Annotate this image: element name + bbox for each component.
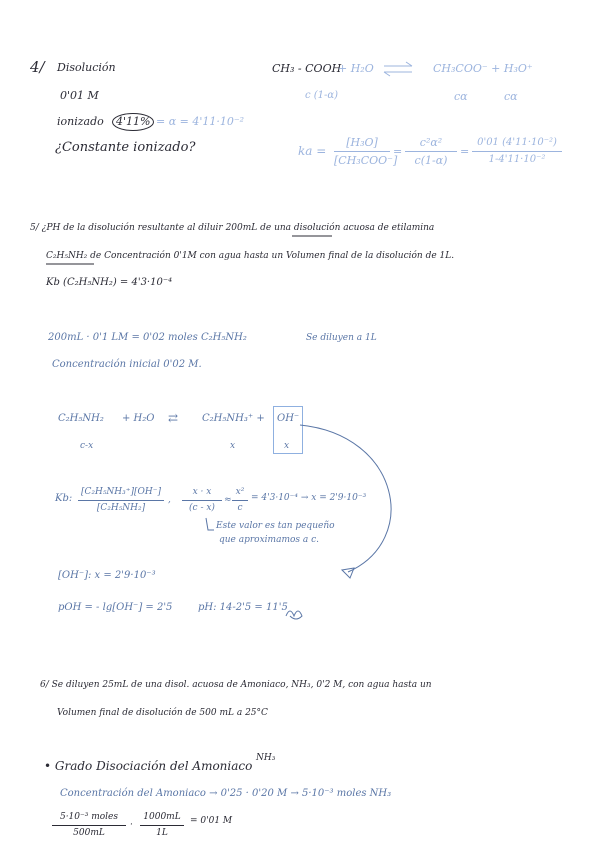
ph-calculation: pH: 14-2'5 = 11'5 [198, 602, 288, 613]
kb-expression-label: Kb: [55, 493, 73, 504]
grado-disociacion-superscript: NH₃ [256, 753, 276, 763]
approx-denominator: c [237, 502, 243, 513]
equilibrium-reactant: C₂H₅NH₂ [58, 413, 104, 424]
kb-numerator: [C₂H₅NH₃⁺][OH⁻] [80, 487, 162, 497]
l-denominator: 1L [156, 827, 168, 838]
moles-numerator: 5·10⁻³ moles [59, 812, 119, 822]
scribble-icon [286, 611, 302, 619]
reaction-water: + H₂O [338, 62, 374, 75]
note-hook-icon [206, 518, 214, 530]
ka-frac1-numerator: [H₃O] [346, 136, 378, 149]
problem-5-line-1: 5/ ¿PH de la disolución resultante al diluir 200mL de una disolución acuosa de etilamina [30, 223, 435, 233]
problem-5-line-2: C₂H₅NH₂ de Concentración 0'1M con agua hasta un Volumen final de la disolución de 1L. [46, 251, 455, 261]
reaction-double-arrow-icon [384, 62, 412, 76]
amoniaco-concentration: Concentración del Amoniaco → 0'25 · 0'20 M → 5·10⁻³ moles NH₃ [60, 788, 392, 799]
approx-arrow: ≈ [224, 495, 232, 505]
reaction-products: CH₃COO⁻ + H₃O⁺ [433, 62, 533, 75]
multiply-dot: · [130, 820, 133, 830]
ka-frac2-denominator: c(1-α) [414, 154, 448, 168]
row-c-alpha-1: cα [454, 90, 468, 103]
row-c-one-minus-alpha: c (1-α) [305, 90, 339, 101]
oh-concentration: [OH⁻]: x = 2'9·10⁻³ [58, 570, 156, 581]
initial-concentration: Concentración inicial 0'02 M. [52, 359, 202, 370]
equilibrium-x-2: x [284, 441, 290, 451]
alpha-value: = α = 4'11·10⁻² [156, 115, 245, 128]
equilibrium-oh: OH⁻ [277, 413, 300, 424]
equals-1: = [393, 145, 403, 158]
xx-numerator: x · x [192, 487, 212, 497]
kb-result: = 4'3·10⁻⁴ → x = 2'9·10⁻³ [251, 493, 367, 503]
approx-note-2: que aproximamos a c. [219, 535, 320, 545]
ionizado-value: 4'11% [116, 115, 151, 128]
ka-frac3-numerator: 0'01 (4'11·10⁻²) [477, 137, 557, 148]
equals-2: = [460, 145, 470, 158]
equals-kb-1: , [168, 495, 171, 505]
ml-numerator: 1000mL [143, 812, 181, 822]
diluyen-note: Se diluyen a 1L [306, 333, 377, 343]
approx-note-1: Este valor es tan pequeño [216, 521, 335, 531]
ka-frac3-denominator: 1-4'11·10⁻² [488, 154, 546, 165]
moles-calculation: 200mL · 0'1 LM = 0'02 moles C₂H₅NH₂ [48, 332, 247, 343]
grado-disociacion-heading: • Grado Disociación del Amoniaco [44, 759, 253, 773]
problem-6-line-2: Volumen final de disolución de 500 mL a 25°C [57, 708, 268, 718]
ionizado-label: ionizado [57, 115, 104, 128]
kb-denominator: [C₂H₅NH₂] [96, 502, 146, 513]
equilibrium-x-1: x [230, 441, 236, 451]
volume-denominator: 500mL [73, 827, 105, 838]
poh-calculation: pOH = - lg[OH⁻] = 2'5 [58, 602, 173, 613]
kb-given: Kb (C₂H₅NH₂) = 4'3·10⁻⁴ [46, 277, 173, 288]
problem-4-title: Disolución [57, 61, 116, 74]
row-c-alpha-2: cα [504, 90, 518, 103]
equilibrium-products: C₂H₅NH₃⁺ + [202, 413, 265, 424]
curved-arrow-icon [300, 425, 391, 572]
concentration-value: 0'01 M [60, 89, 99, 102]
approx-numerator: x² [235, 487, 245, 497]
final-molarity: = 0'01 M [190, 816, 233, 826]
ka-label: ka = [298, 144, 327, 158]
reaction-reactant: CH₃ - COOH [272, 62, 342, 75]
xx-denominator: (c - x) [189, 502, 215, 513]
ka-frac1-denominator: [CH₃COO⁻] [334, 154, 398, 168]
equilibrium-arrow: ⇄ [168, 411, 179, 425]
problem-4-number: 4/ [30, 58, 45, 76]
question-constante: ¿Constante ionizado? [55, 140, 196, 155]
equilibrium-water: + H₂O [122, 413, 155, 424]
equilibrium-c-minus-x: c-x [80, 441, 94, 451]
ka-frac2-numerator: c²α² [419, 136, 443, 149]
problem-6-line-1: 6/ Se diluyen 25mL de una disol. acuosa de Amoniaco, NH₃, 0'2 M, con agua hasta un [40, 680, 432, 690]
